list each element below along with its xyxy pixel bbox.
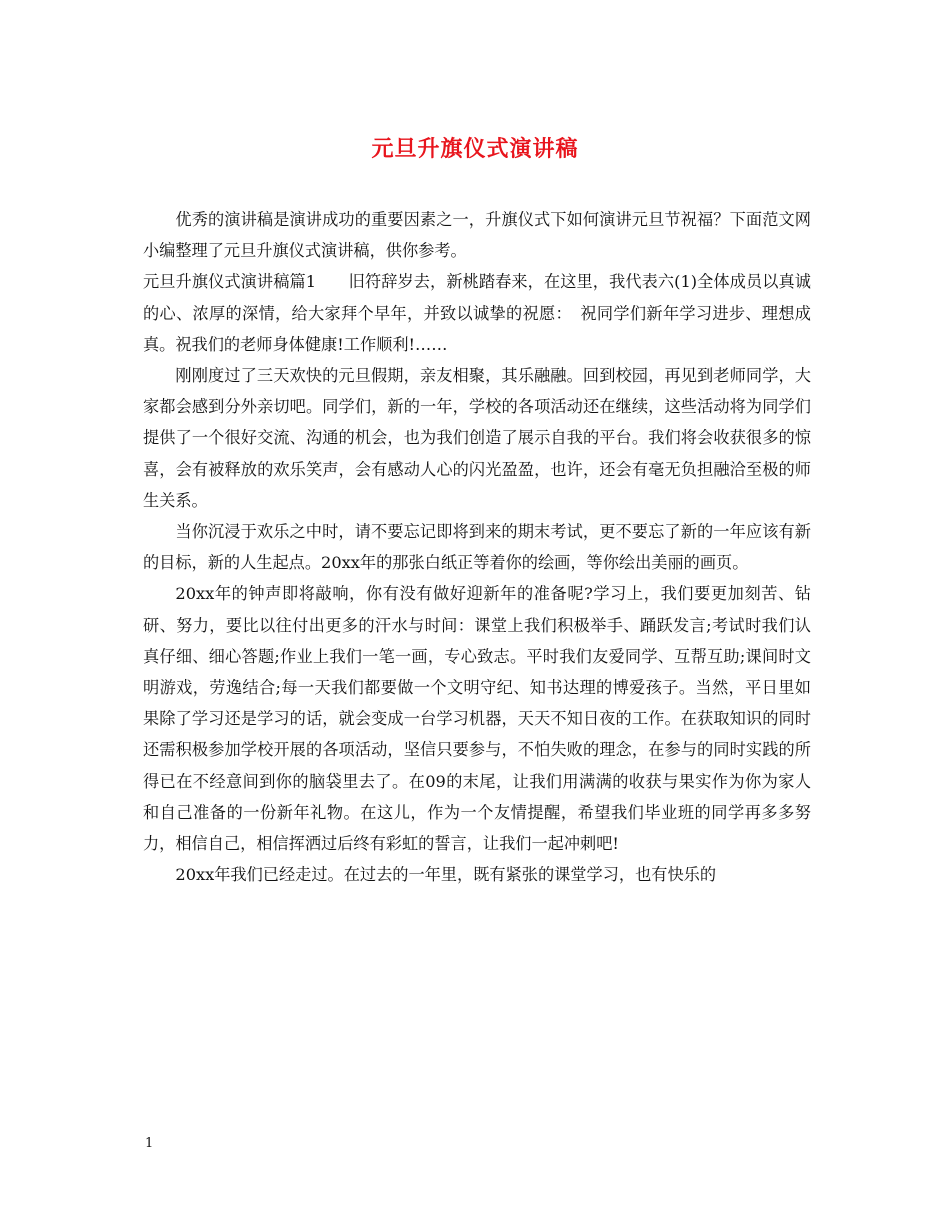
paragraph-holiday: 刚刚度过了三天欢快的元旦假期，亲友相聚，其乐融融。回到校园，再见到老师同学，大家都会感到分外亲切吧。同学们，新的一年，学校的各项活动还在继续，这些活动将为同学们提供了一个很好交流、沟通的机会，也为我们创造了展示自我的平台。我们将会收获很多的惊喜，会有被释放的欢乐笑声，会有感动人心的闪光盈盈，也许，还会有毫无负担融洽至极的师生关系。 <box>143 366 811 510</box>
page-number: 1 <box>145 1136 154 1151</box>
paragraph-new-year: 20xx年的钟声即将敲响，你有没有做好迎新年的准备呢?学习上，我们要更加刻苦、钻研、努力，要比以往付出更多的汗水与时间：课堂上我们积极举手、踊跃发言;考试时我们认真仔细、细心答题;作业上我们一笔一画，专心致志。平时我们友爱同学、互帮互助;课间时文明游戏，劳逸结合;每一天我们都要做一个文明守纪、知书达理的博爱孩子。当然，平日里如果除了学习还是学习的话，就会变成一台学习机器，天天不知日夜的工作。在获取知识的同时还需积极参加学校开展的各项活动，坚信只要参与，不怕失败的理念，在参与的同时实践的所得已在不经意间到你的脑袋里去了。在09的末尾，让我们用满满的收获与果实作为你为家人和自己准备的一份新年礼物。在这儿，作为一个友情提醒，希望我们毕业班的同学再多多努力，相信自己，相信挥洒过后终有彩虹的誓言，让我们一起冲刺吧! <box>143 584 811 854</box>
paragraph-exam: 当你沉浸于欢乐之中时，请不要忘记即将到来的期末考试，更不要忘了新的一年应该有新的目标，新的人生起点。20xx年的那张白纸正等着你的绘画，等你绘出美丽的画页。 <box>143 522 811 573</box>
document-body <box>143 204 811 890</box>
paragraph-intro: 优秀的演讲稿是演讲成功的重要因素之一，升旗仪式下如何演讲元旦节祝福？下面范文网小编整理了元旦升旗仪式演讲稿，供你参考。 <box>143 210 811 261</box>
paragraph-past-year: 20xx年我们已经走过。在过去的一年里，既有紧张的课堂学习，也有快乐的 <box>175 865 717 885</box>
document-title: 元旦升旗仪式演讲稿 <box>371 136 579 162</box>
paragraph-speech-1-heading: 元旦升旗仪式演讲稿篇1 旧符辞岁去，新桃踏春来，在这里，我代表六(1)全体成员以真诚的心、浓厚的深情，给大家拜个早年，并致以诚挚的祝愿： 祝同学们新年学习进步、理想成真。祝我们的老师身体健康!工作顺利!…… <box>143 272 811 354</box>
